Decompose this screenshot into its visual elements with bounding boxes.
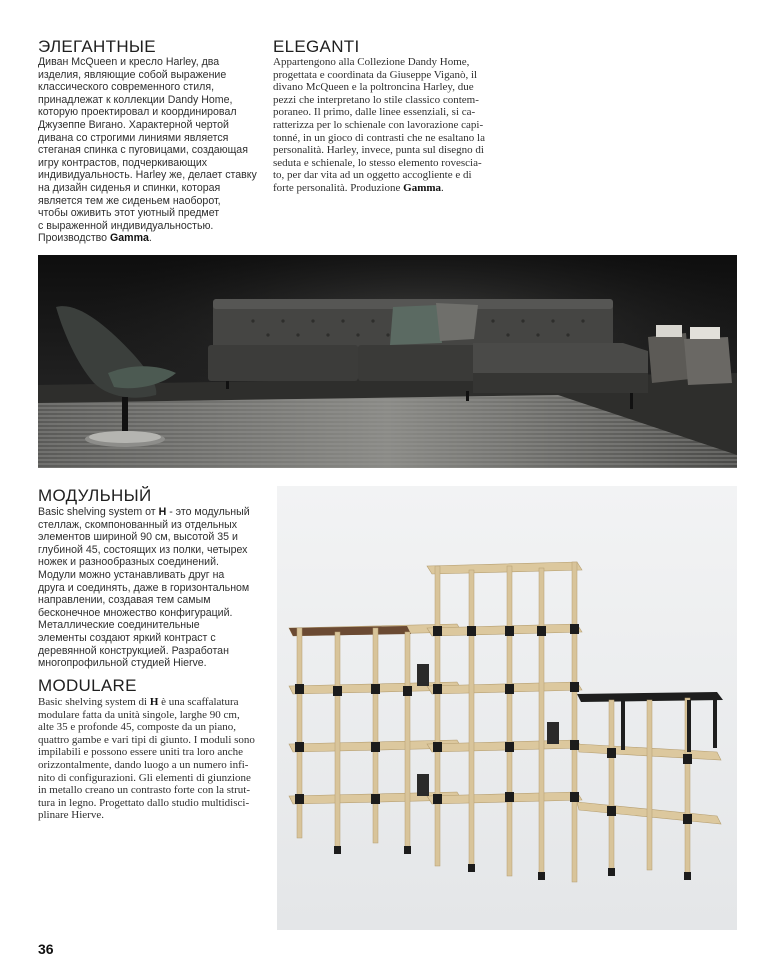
text-modular-it-intro: Basic shelving system di [38,696,150,708]
page-number: 36 [38,941,54,957]
brand-h-it: H [149,696,159,708]
brand-gamma-ru: Gamma [110,232,149,245]
text-elegant-it: Appartengono alla Collezione Dandy Home, progettata e coordinata da Giuseppe Viganò, il divano McQueen e la poltroncina Harley, due pezzi che interpretano lo stile classico contem- poraneo. Il primo, dalle linee essenziali, si ca- ratterizza per lo schienale con lavorazione capi- tonné, in un gioco di contrasti che ne esaltano la personalità. Harley, invece, punta sul disegno di seduta e schienale, lo stesso elemento rovescia- to, per dar vita ad un oggetto accogliente e di forte personalità. Produzione Gamma. [273,56,485,194]
text-elegant-it-body: Appartengono alla Collezione Dandy Home, progettata e coordinata da Giuseppe Viganò, il divano McQueen e la poltroncina Harley, due pezzi che interpretano lo stile classico contem- poraneo. Il primo, dalle linee essenziali, si ca- ratterizza per lo schienale con lavorazione capi- tonné, in un gioco di contrasti che ne esaltano la personalità. Harley, invece, punta sul disegno di seduta e schienale, lo stesso elemento rovescia- to, per dar vita ad un oggetto accogliente e di forte personalità. Produzione [273,56,485,194]
brand-gamma-it: Gamma [403,181,442,194]
shelving-photo-illustration [277,486,737,930]
text-modular-ru-body: - это модульный стеллаж, скомпонованный из отдельных элементов шириной 90 см, высотой 35 и глубиной 45, состоящих из полки, четырех ножек и разнообразных соединений. Модули можно устанавливать друг на друга и соединять, даже в горизонтальном направлении, создавая тем самым бесконечное множество конфигураций. Металлические соединительные элементы создают яркий контраст с деревянной конструкцией. Разработан многопрофильной студией Hierve. [38,506,250,670]
heading-elegant-it: ELEGANTI [273,37,360,56]
text-modular-it-body: è una scaffalatura modulare fatta da unità singole, larghe 90 cm, alte 35 e profonde 45, composte da un piano, quattro gambe e vari tipi di giunto. I moduli sono impilabili e possono essere uniti tra loro anche orizzontalmente, dando luogo a un numero infi- nito di configurazioni. Gli elementi di giunzione in metallo creano un contrasto forte con la strut- tura in legno. Progettato dallo studio multidisci- plinare Hierve. [38,696,255,822]
text-modular-ru [38,506,268,670]
sofa-photo [38,255,737,468]
text-modular-ru-intro: Basic shelving system от [38,506,159,518]
brand-h-ru: H [158,506,167,518]
text-elegant-ru: Диван McQueen и кресло Harley, два изделия, являющие собой выражение классического современного стиля, принадлежат к коллекции Dandy Home, которую проектировал и координировал Джузеппе Вигано. Характерной чертой дивана со строгими линиями является стеганая спинка с пуговицами, создающая игру контрастов, подчеркивающих индивидуальность. Harley же, делает ставку на дизайн сиденья и спинки, которая является тем же сиденьем наоборот, чтобы оживить этот уютный предмет с выраженной индивидуальностью. Производство Gamma. [38,56,257,245]
sofa-photo-illustration [38,255,737,468]
text-modular-it [38,696,268,822]
text-elegant-ru-body: Диван McQueen и кресло Harley, два изделия, являющие собой выражение классического современного стиля, принадлежат к коллекции Dandy Home, которую проектировал и координировал Джузеппе Вигано. Характерной чертой дивана со строгими линиями является стеганая спинка с пуговицами, создающая игру контрастов, подчеркивающих индивидуальность. Harley же, делает ставку на дизайн сиденья и спинки, которая является тем же сиденьем наоборот, чтобы оживить этот уютный предмет с выраженной индивидуальностью. Производство [38,56,257,245]
heading-modular-it: MODULARE [38,676,137,695]
heading-modular-ru: МОДУЛЬНЫЙ [38,486,152,505]
shelving-photo [277,486,737,930]
heading-elegant-ru: ЭЛЕГАНТНЫЕ [38,37,156,56]
